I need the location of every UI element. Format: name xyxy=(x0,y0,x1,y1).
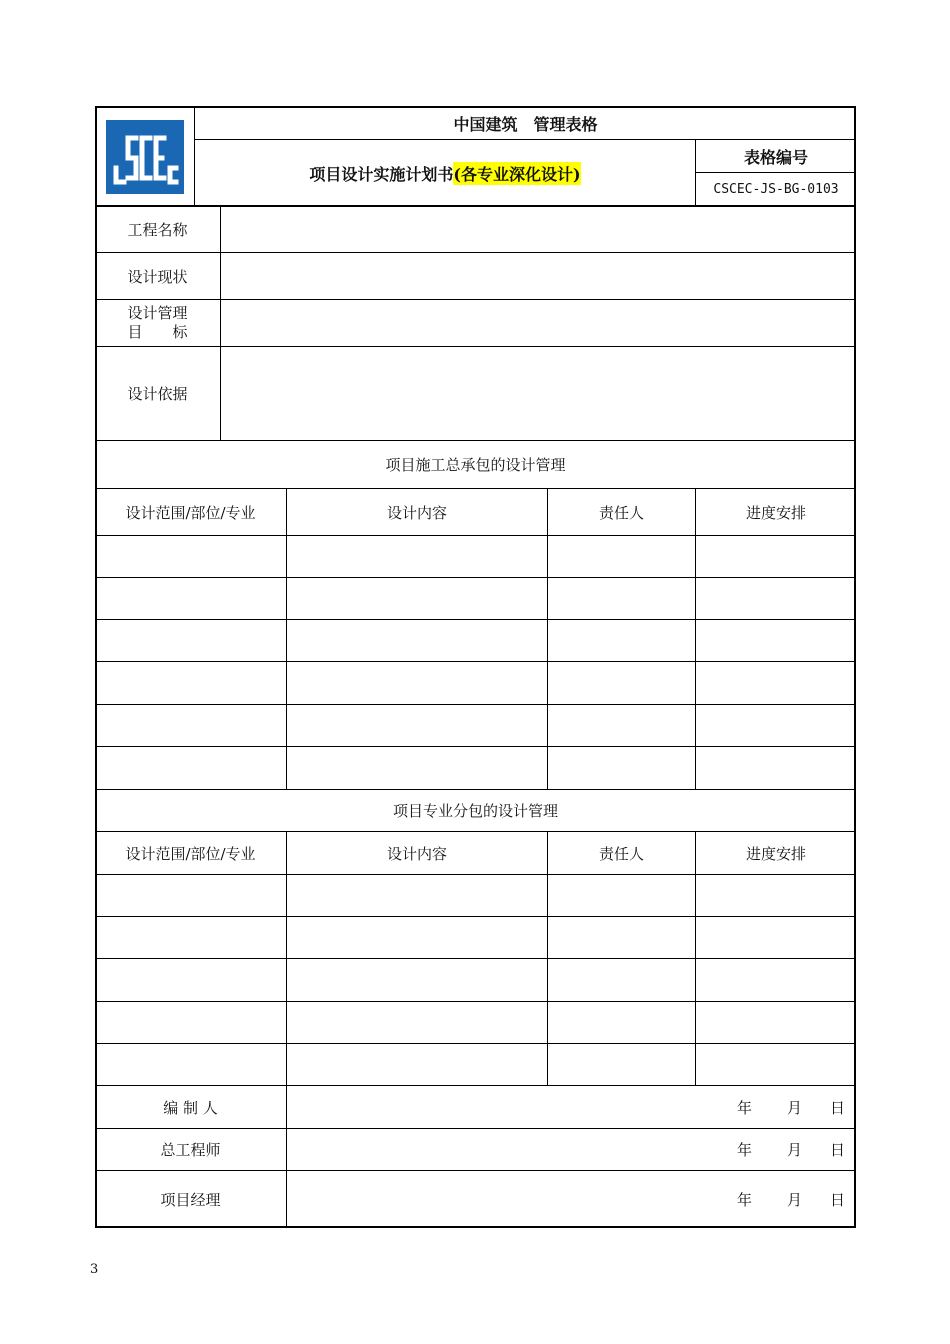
year-label: 年 xyxy=(737,1141,753,1159)
signoff-compiler-label: 编 制 人 xyxy=(163,1098,218,1117)
logo-mark-icon xyxy=(110,124,180,190)
section2-title: 项目专业分包的设计管理 xyxy=(392,802,558,820)
month-label: 月 xyxy=(787,1190,803,1209)
day-label: 日 xyxy=(830,1141,846,1159)
day-label: 日 xyxy=(830,1190,846,1209)
project-name-field[interactable] xyxy=(221,207,856,252)
s1-header-scope: 设计范围/部位/专业 xyxy=(125,503,256,522)
s1-header-schedule: 进度安排 xyxy=(745,503,806,522)
year-label: 年 xyxy=(737,1098,753,1117)
form-title-highlight: (各专业深化设计) xyxy=(453,162,580,185)
table-row[interactable] xyxy=(95,1002,856,1043)
s1-header-content: 设计内容 xyxy=(386,503,447,522)
form-no-label: 表格编号 xyxy=(743,147,808,167)
table-row[interactable] xyxy=(95,917,856,958)
table-row[interactable] xyxy=(95,536,856,577)
design-basis-field[interactable] xyxy=(221,347,856,440)
year-label: 年 xyxy=(737,1190,753,1209)
s2-header-schedule: 进度安排 xyxy=(745,844,806,863)
table-row[interactable] xyxy=(95,662,856,704)
table-row[interactable] xyxy=(95,747,856,789)
s2-header-content: 设计内容 xyxy=(386,844,447,863)
form-title xyxy=(195,140,695,206)
mgmt-goal-line2: 目 标 xyxy=(127,323,188,341)
form-no: CSCEC-JS-BG-0103 xyxy=(713,182,839,197)
signoff-project-manager-date[interactable] xyxy=(287,1171,856,1227)
mgmt-goal-field[interactable] xyxy=(221,300,856,346)
company-header: 中国建筑 管理表格 xyxy=(453,114,598,134)
signoff-chief-engineer-date[interactable] xyxy=(287,1129,856,1170)
month-label: 月 xyxy=(787,1098,803,1117)
table-row[interactable] xyxy=(95,875,856,916)
s2-header-scope: 设计范围/部位/专业 xyxy=(125,844,256,863)
table-row[interactable] xyxy=(95,1044,856,1085)
signoff-chief-engineer-label: 总工程师 xyxy=(160,1141,221,1159)
mgmt-goal-line1: 设计管理 xyxy=(127,304,188,322)
company-logo xyxy=(106,120,184,194)
form-title-main: 项目设计实施计划书 xyxy=(309,164,454,184)
table-row[interactable] xyxy=(95,959,856,1001)
signoff-project-manager-label: 项目经理 xyxy=(160,1190,221,1209)
design-status-field[interactable] xyxy=(221,253,856,299)
section1-title: 项目施工总承包的设计管理 xyxy=(385,456,566,474)
project-name-label: 工程名称 xyxy=(127,221,188,239)
table-row[interactable] xyxy=(95,620,856,661)
mgmt-goal-label xyxy=(95,300,220,346)
design-basis-label: 设计依据 xyxy=(127,385,188,403)
month-label: 月 xyxy=(787,1141,803,1159)
s2-header-owner: 责任人 xyxy=(598,844,644,863)
table-row[interactable] xyxy=(95,578,856,619)
design-status-label: 设计现状 xyxy=(127,267,188,286)
signoff-compiler-date[interactable] xyxy=(287,1086,856,1128)
s1-header-owner: 责任人 xyxy=(598,503,644,522)
day-label: 日 xyxy=(830,1098,846,1117)
table-row[interactable] xyxy=(95,705,856,746)
page-number: 3 xyxy=(90,1262,99,1277)
